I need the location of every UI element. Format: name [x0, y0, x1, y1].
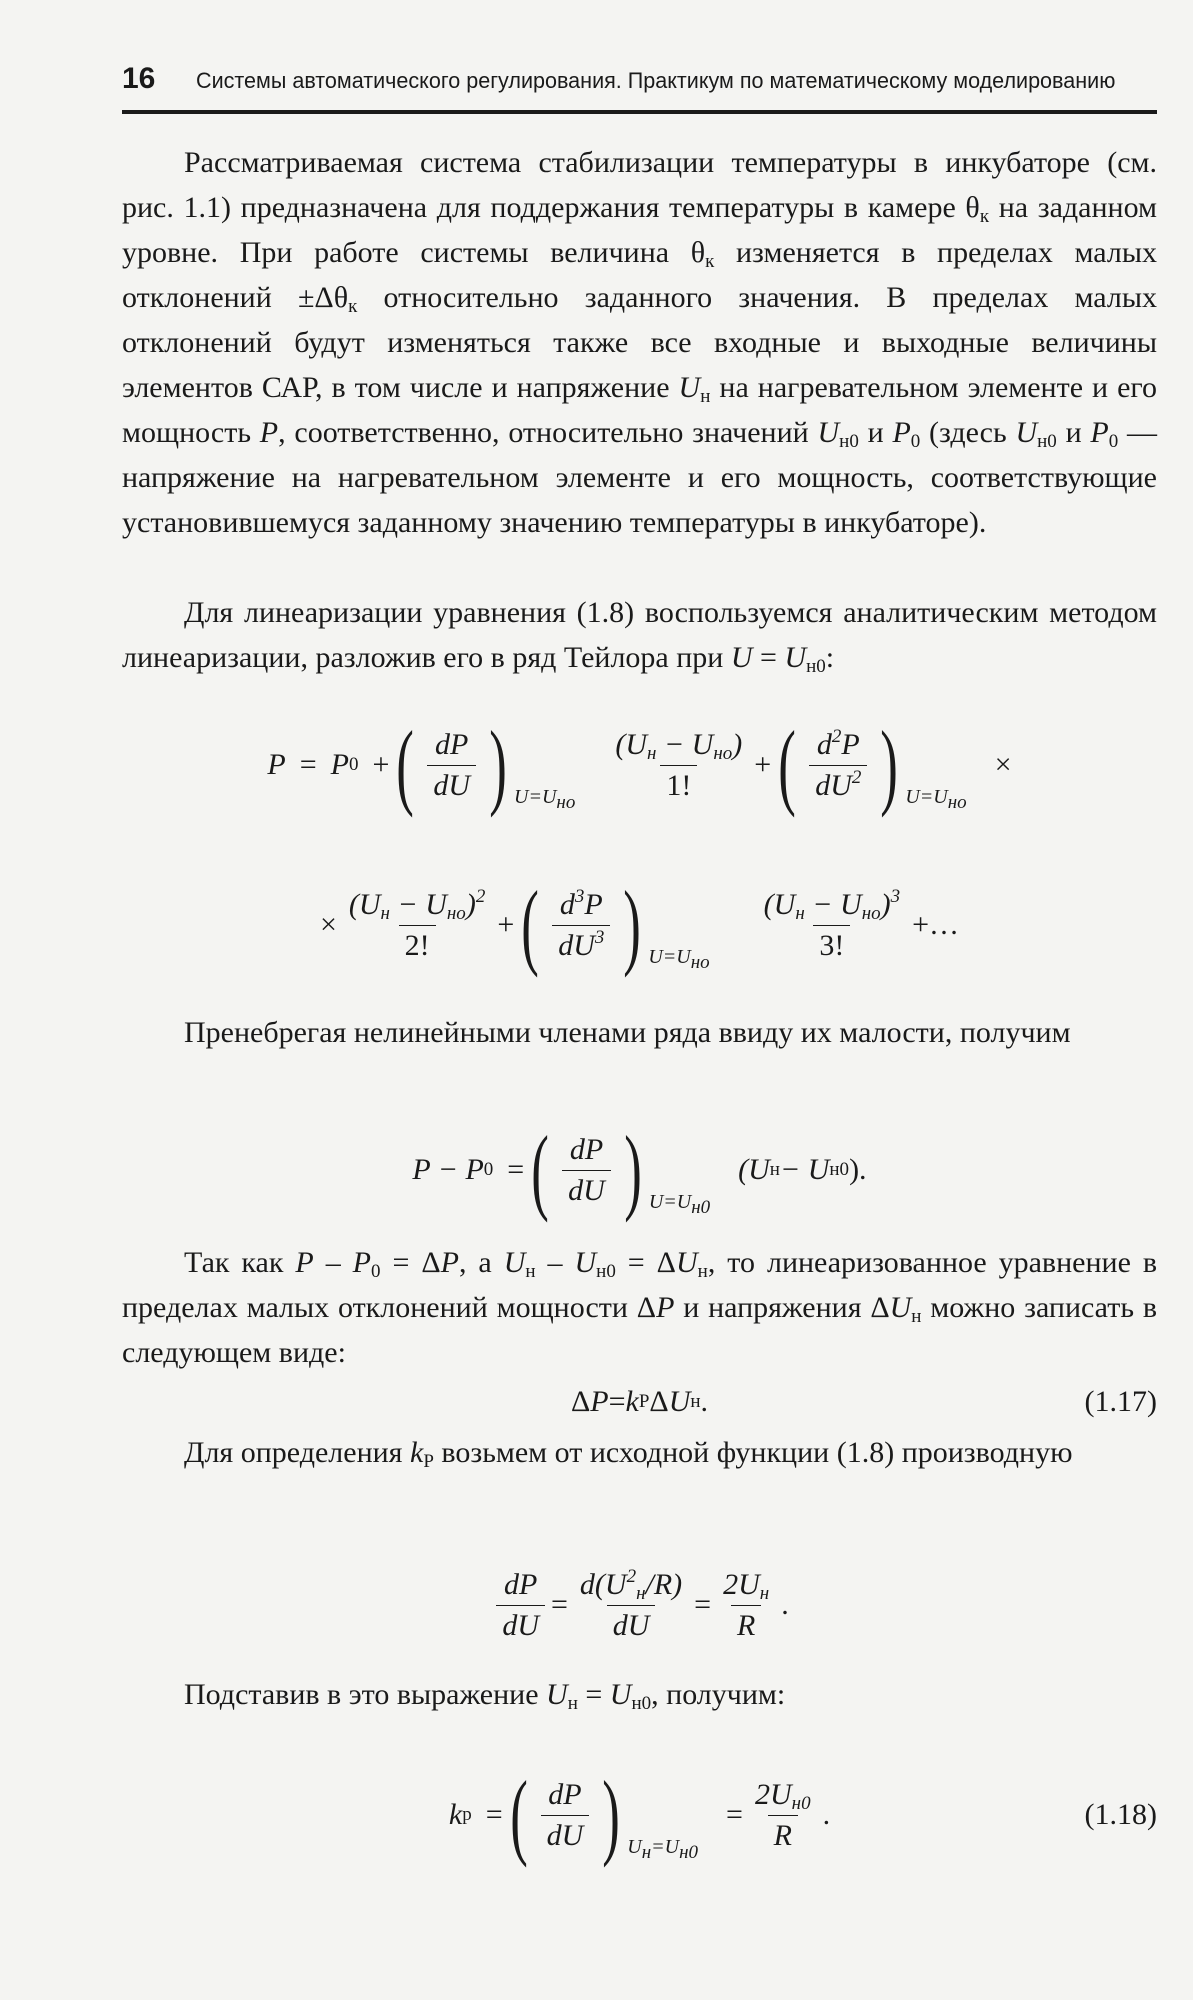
paragraph-3: Пренебрегая нелинейными членами ряда ввиду их малости, получим [184, 1016, 1071, 1049]
first-term-fraction: $(U_н - U_{но})$ 1! [615, 727, 743, 802]
equation-1-18: k р = ( dP dU ) $U_н=U_{н0}$ = $2U_{н0}$ R . (1.18) [448, 1761, 1157, 1868]
paragraph-5: Для определения $k_Р$ возьмем от исходной функции (1.8) производную [184, 1436, 1073, 1472]
equation-number: (1.18) [1084, 1798, 1157, 1831]
linearized-equation: P − P 0 = ( dP dU ) $U=U_{н0}$ (U н − U н0 ). [412, 1116, 867, 1223]
paragraph-4: Так как $P - P_0 = \Delta P$, а $U_н - U_{н0} = \Delta U_н$, то линеаризованное уравнение в пределах малых отклонений мощности ΔP и напряжения $\Delta U_н$ можно записать в следующем виде: [122, 1246, 1158, 1369]
equation-number: (1.17) [1084, 1385, 1157, 1418]
third-derivative: ( $d^3P$ $dU^3$ ) $U=U_{но}$ [521, 871, 710, 978]
running-header [122, 58, 1157, 114]
running-title: Системы автоматического регулирования. Практикум по математическому моделированию [196, 68, 1116, 93]
second-derivative: ( $d^2P$ $dU^2$ ) $U=U_{но}$ [778, 711, 967, 818]
paragraph-1: Рассматриваемая система стабилизации температуры в инкубаторе (см. рис. 1.1) предназначена для поддержания температуры в камере $\theta_к$ на заданном уровне. При работе системы величина $\theta_к$ изменяется в пределах малых отклонений $\pm\Delta\theta_к$ относительно заданного значения. В пределах малых отклонений будут изменяться также все входные и выходные величины элементов САР, в том числе и напряжение $U_н$ на нагревательном элементе и его мощность P, соответственно, относительно значений $U_{н0}$ и $P_0$ (здесь $U_{н0}$ и $P_0$ — напряжение на нагревательном элементе и его мощность, соответствующие установившемуся заданному значению температуры в инкубаторе). [122, 146, 1158, 539]
third-term-fraction: $(U_н - U_{но})^3$ 3! [763, 885, 901, 962]
paragraph-2: Для линеаризации уравнения (1.8) воспользуемся аналитическим методом линеаризации, разложив его в ряд Тейлора при $U = U_{н0}$: [122, 596, 1157, 677]
derivative-equation: $\frac{dP}{dU}$ = $d(U^2_н/R)$ dU = $2U_н$ R . [122, 1545, 1157, 1665]
second-term-fraction: $(U_н - U_{но})^2$ 2! [348, 885, 486, 962]
taylor-series-line-1: P = P 0 + ( dP dU ) $U=U_{но}$ $(U_н - U_{но})$ 1! + ( $d^2P$ $dU^2$ ) $U=U_{но}$ × [267, 711, 1012, 818]
page-number: 16 [122, 62, 156, 95]
first-derivative: ( dP dU ) $U=U_{но}$ [396, 711, 576, 818]
paragraph-6: Подставив в это выражение $U_н = U_{н0}$, получим: [184, 1678, 786, 1714]
taylor-series-line-2: × $(U_н - U_{но})^2$ 2! + ( $d^3P$ $dU^3$ ) $U=U_{но}$ $(U_н - U_{но})^3$ 3! +… [319, 871, 960, 978]
equation-1-17: Δ P = k Р Δ U н . (1.17) [570, 1385, 1157, 1418]
